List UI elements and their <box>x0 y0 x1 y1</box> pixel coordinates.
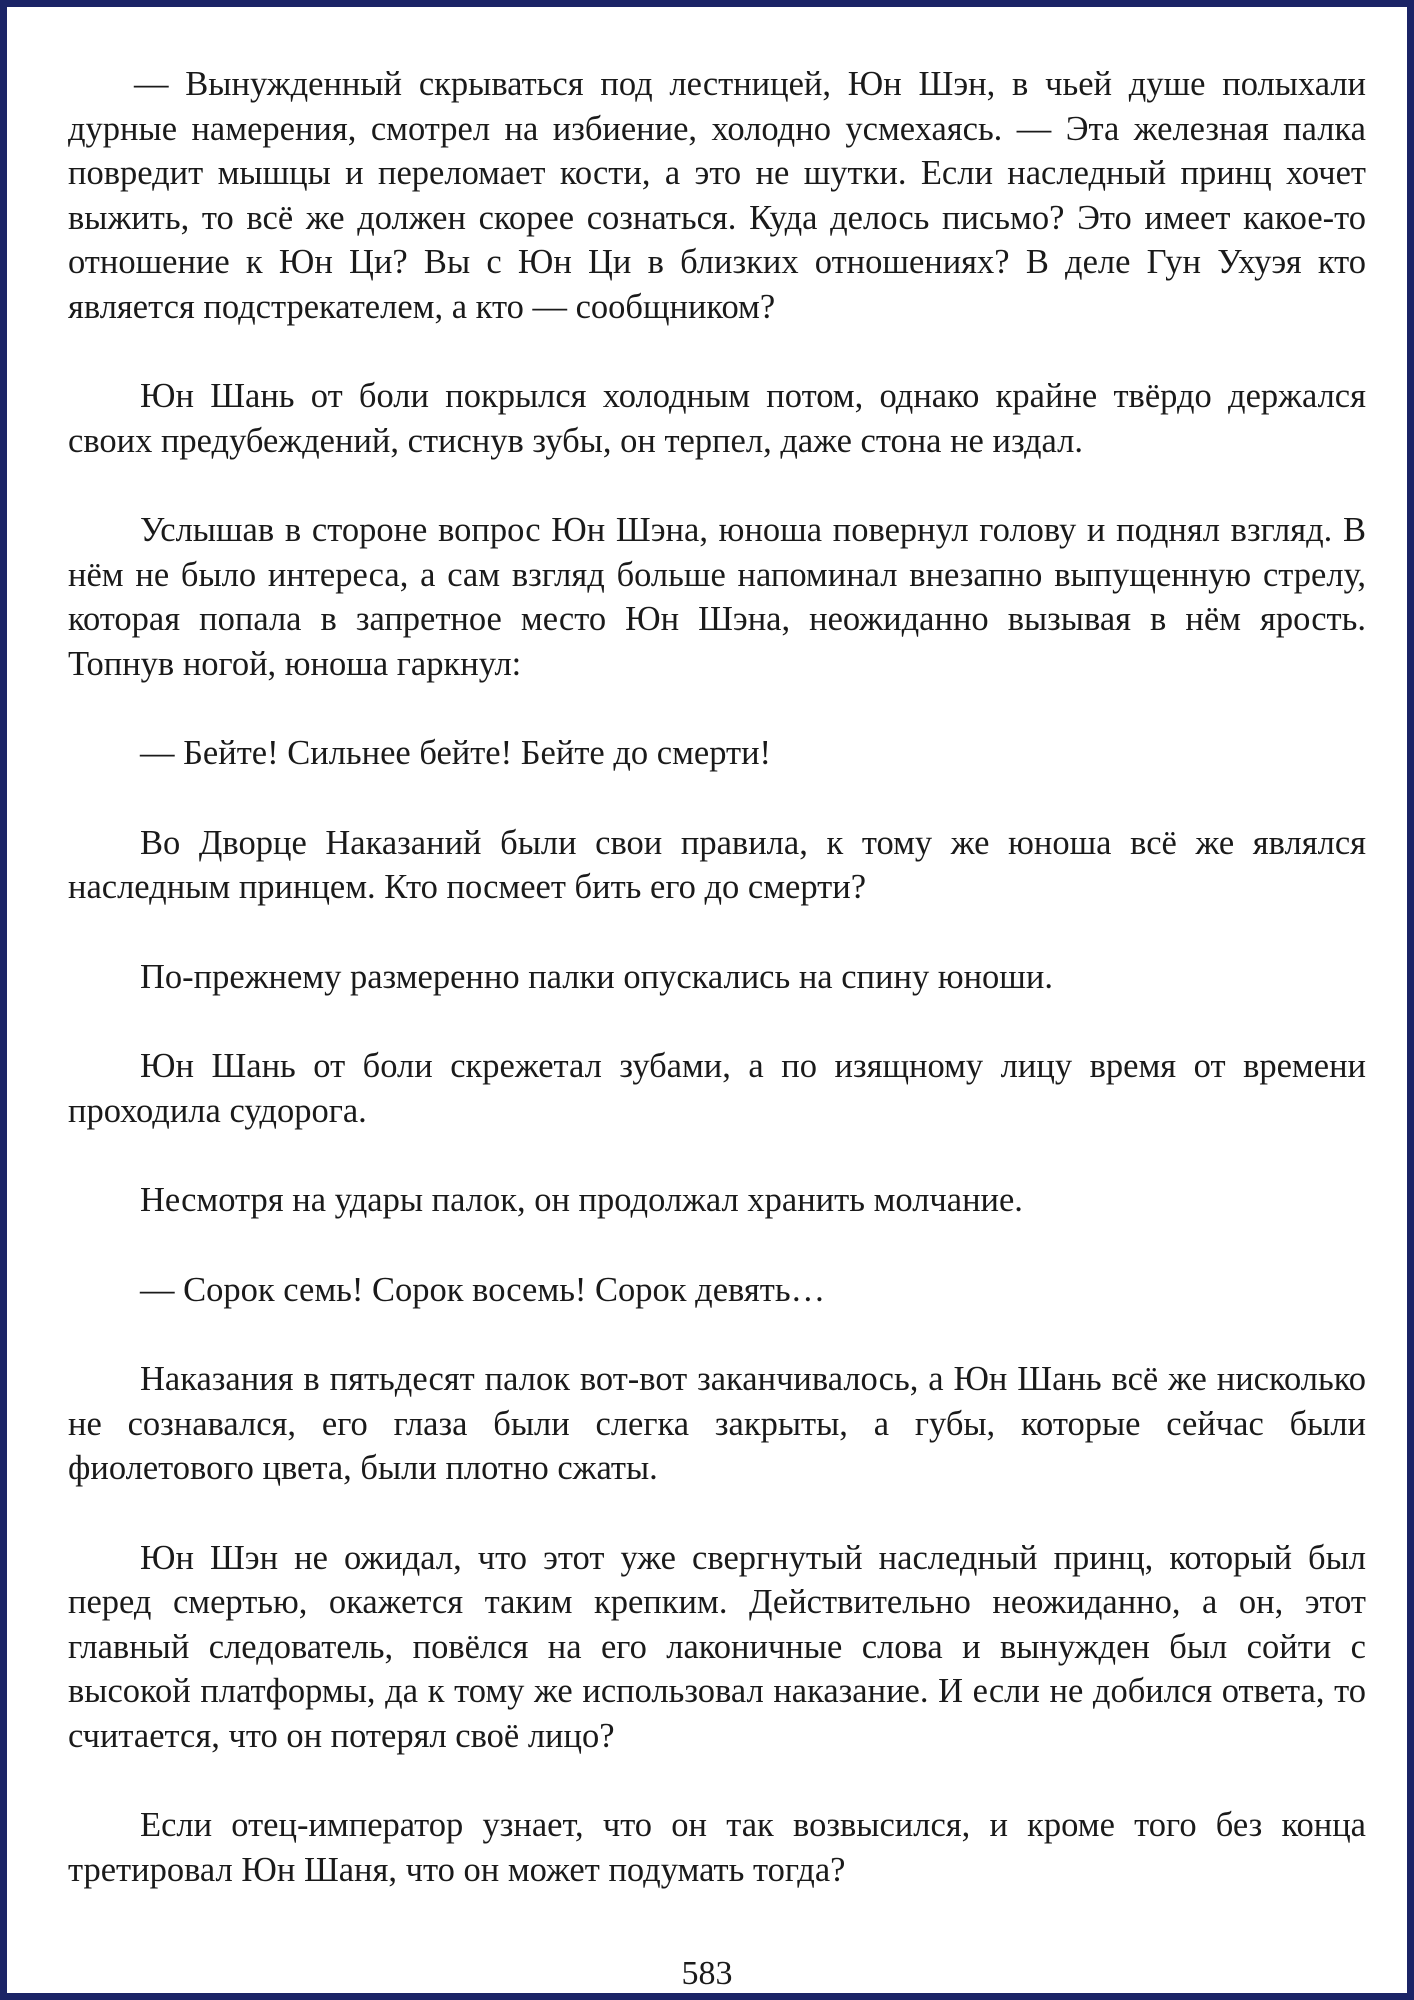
paragraph-10: Наказания в пятьдесят палок вот-вот заканчивалось, а Юн Шань всё же нисколько не сознавался, его глаза были слегка закрыты, а губы, которые сейчас были фиолетового цвета, были плотно сжаты. <box>68 1360 1366 1487</box>
paragraph-3: Услышав в стороне вопрос Юн Шэна, юноша повернул голову и поднял взгляд. В нём не было интереса, а сам взгляд больше напоминал внезапно выпущенную стрелу, которая попала в запретное место Юн Шэна, неожиданно вызывая в нём ярость. Топнув ногой, юноша гаркнул: <box>68 511 1366 683</box>
paragraph-8: Несмотря на удары палок, он продолжал хранить молчание. <box>140 1181 1023 1219</box>
paragraph-9: — Сорок семь! Сорок восемь! Сорок девять… <box>140 1270 826 1309</box>
paragraph-12: Если отец-император узнает, что он так возвысился, и кроме того без конца третировал Юн Шаня, что он может подумать тогда? <box>68 1806 1366 1889</box>
paragraph-5: Во Дворце Наказаний были свои правила, к тому же юноша всё же являлся наследным принцем. Кто посмеет бить его до смерти? <box>68 823 1366 906</box>
page-number: 583 <box>681 1955 733 1992</box>
paragraph-7: Юн Шань от боли скрежетал зубами, а по изящному лицу время от времени проходила судорога. <box>68 1047 1366 1130</box>
paragraph-11: Юн Шэн не ожидал, что этот уже свергнутый наследный принц, который был перед смертью, окажется таким крепким. Действительно неожиданно, а он, этот главный следователь, повёлся на его лаконичные слова и вынужден был сойти с высокой платформы, да к тому же использовал наказание. И если не добился ответа, то считается, что он потерял своё лицо? <box>68 1538 1366 1755</box>
paragraph-6: По-прежнему размеренно палки опускались на спину юноши. <box>140 957 1053 996</box>
body-text <box>68 62 1366 1937</box>
paragraph-1: — Вынужденный скрываться под лестницей, Юн Шэн, в чьей душе полыхали дурные намерения, смотрел на избиение, холодно усмехаясь. — Эта железная палка повредит мышцы и переломает кости, а это не шутки. Если наследный принц хочет выжить, то всё же должен скорее сознаться. Куда делось письмо? Это имеет какое-то отношение к Юн Ци? Вы с Юн Ци в близких отношениях? В деле Гун Ухуэя кто является подстрекателем, а кто — сообщником? <box>68 65 1366 326</box>
paragraph-4: — Бейте! Сильнее бейте! Бейте до смерти! <box>140 734 772 772</box>
paragraph-2: Юн Шань от боли покрылся холодным потом, однако крайне твёрдо держался своих предубеждений, стиснув зубы, он терпел, даже стона не издал. <box>68 377 1366 460</box>
